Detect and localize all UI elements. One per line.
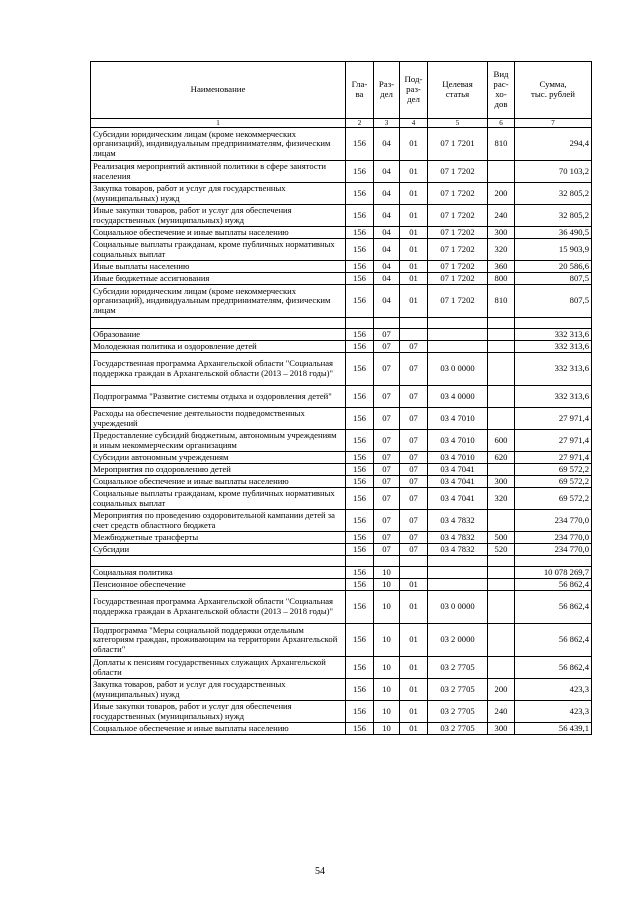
row-name: Закупка товаров, работ и услуг для государственных (муниципальных) нужд — [91, 183, 346, 205]
row-razdel: 07 — [374, 408, 400, 430]
row-target-article: 07 1 7202 — [428, 205, 488, 227]
row-expense-type — [488, 329, 515, 341]
row-podrazdel — [400, 329, 428, 341]
row-target-article: 07 1 7202 — [428, 239, 488, 261]
row-target-article: 07 1 7202 — [428, 261, 488, 273]
row-name: Субсидии юридическим лицам (кроме некоммерческих организаций), индивидуальным предпринимателям, физическим лицам — [91, 128, 346, 161]
row-expense-type: 200 — [488, 679, 515, 701]
row-podrazdel: 01 — [400, 273, 428, 285]
row-target-article — [428, 567, 488, 579]
row-razdel: 04 — [374, 285, 400, 318]
row-expense-type — [488, 386, 515, 408]
table-row — [91, 227, 592, 239]
row-podrazdel: 01 — [400, 205, 428, 227]
table-row — [91, 183, 592, 205]
row-name: Межбюджетные трансферты — [91, 532, 346, 544]
row-razdel: 04 — [374, 239, 400, 261]
table-row — [91, 723, 592, 735]
row-razdel: 10 — [374, 657, 400, 679]
row-sum: 27 971,4 — [515, 452, 592, 464]
row-name: Социальное обеспечение и иные выплаты населению — [91, 476, 346, 488]
row-razdel: 07 — [374, 464, 400, 476]
column-number: 1 — [91, 119, 346, 128]
row-sum: 807,5 — [515, 273, 592, 285]
row-podrazdel: 01 — [400, 227, 428, 239]
row-glava: 156 — [346, 476, 374, 488]
row-name: Доплаты к пенсиям государственных служащих Архангельской области — [91, 657, 346, 679]
row-expense-type: 240 — [488, 701, 515, 723]
row-target-article — [428, 579, 488, 591]
row-podrazdel: 07 — [400, 532, 428, 544]
row-target-article — [428, 341, 488, 353]
row-name: Государственная программа Архангельской области "Социальная поддержка граждан в Архангельской области (2013 – 2018 годы)" — [91, 591, 346, 624]
table-row — [91, 452, 592, 464]
row-sum: 56 439,1 — [515, 723, 592, 735]
row-sum: 332 313,6 — [515, 386, 592, 408]
row-sum: 70 103,2 — [515, 161, 592, 183]
row-name: Иные выплаты населению — [91, 261, 346, 273]
row-razdel: 04 — [374, 273, 400, 285]
row-glava: 156 — [346, 273, 374, 285]
table-row — [91, 476, 592, 488]
row-target-article — [428, 329, 488, 341]
row-name: Мероприятия по проведению оздоровительной кампании детей за счет средств областного бюджета — [91, 510, 346, 532]
row-name: Предоставление субсидий бюджетным, автономным учреждениям и иным некоммерческим организациям — [91, 430, 346, 452]
row-glava: 156 — [346, 567, 374, 579]
row-glava: 156 — [346, 386, 374, 408]
row-razdel — [374, 318, 400, 329]
row-glava: 156 — [346, 341, 374, 353]
row-podrazdel: 07 — [400, 430, 428, 452]
row-podrazdel: 01 — [400, 128, 428, 161]
row-razdel: 07 — [374, 430, 400, 452]
table-row — [91, 544, 592, 556]
row-expense-type — [488, 567, 515, 579]
row-podrazdel: 01 — [400, 723, 428, 735]
row-expense-type — [488, 556, 515, 567]
row-glava: 156 — [346, 408, 374, 430]
row-glava: 156 — [346, 657, 374, 679]
row-target-article — [428, 318, 488, 329]
row-name: Социальные выплаты гражданам, кроме публичных нормативных социальных выплат — [91, 488, 346, 510]
row-sum: 27 971,4 — [515, 408, 592, 430]
row-razdel: 07 — [374, 386, 400, 408]
row-target-article: 07 1 7202 — [428, 161, 488, 183]
row-sum: 27 971,4 — [515, 430, 592, 452]
row-sum: 69 572,2 — [515, 488, 592, 510]
row-name — [91, 556, 346, 567]
row-razdel — [374, 556, 400, 567]
row-expense-type — [488, 353, 515, 386]
row-podrazdel: 01 — [400, 285, 428, 318]
row-glava: 156 — [346, 285, 374, 318]
column-number: 6 — [488, 119, 515, 128]
row-sum: 332 313,6 — [515, 353, 592, 386]
header-target-article: Целевая статья — [428, 62, 488, 119]
row-target-article: 03 4 7832 — [428, 544, 488, 556]
row-target-article: 03 4 7041 — [428, 476, 488, 488]
row-glava: 156 — [346, 128, 374, 161]
row-name: Субсидии юридическим лицам (кроме некоммерческих организаций), индивидуальным предпринимателям, физическим лицам — [91, 285, 346, 318]
row-razdel: 07 — [374, 353, 400, 386]
row-podrazdel: 07 — [400, 452, 428, 464]
header-glava: Гла- ва — [346, 62, 374, 119]
header-podrazdel: Под- раз- дел — [400, 62, 428, 119]
row-glava: 156 — [346, 723, 374, 735]
row-name: Образование — [91, 329, 346, 341]
row-sum: 56 862,4 — [515, 579, 592, 591]
table-row — [91, 701, 592, 723]
table-row — [91, 624, 592, 657]
row-target-article: 07 1 7202 — [428, 273, 488, 285]
row-razdel: 07 — [374, 452, 400, 464]
row-name: Расходы на обеспечение деятельности подведомственных учреждений — [91, 408, 346, 430]
row-target-article: 03 0 0000 — [428, 591, 488, 624]
row-target-article: 07 1 7202 — [428, 285, 488, 318]
row-expense-type — [488, 408, 515, 430]
row-podrazdel: 07 — [400, 341, 428, 353]
row-sum: 10 078 269,7 — [515, 567, 592, 579]
table-row — [91, 239, 592, 261]
row-glava: 156 — [346, 430, 374, 452]
row-glava: 156 — [346, 679, 374, 701]
row-target-article: 03 2 0000 — [428, 624, 488, 657]
row-expense-type: 500 — [488, 532, 515, 544]
table-row — [91, 464, 592, 476]
row-expense-type — [488, 161, 515, 183]
row-podrazdel: 01 — [400, 161, 428, 183]
row-glava: 156 — [346, 329, 374, 341]
row-podrazdel: 01 — [400, 261, 428, 273]
row-glava: 156 — [346, 488, 374, 510]
row-target-article: 03 2 7705 — [428, 679, 488, 701]
row-glava: 156 — [346, 205, 374, 227]
row-sum — [515, 318, 592, 329]
row-razdel: 04 — [374, 128, 400, 161]
row-podrazdel: 01 — [400, 579, 428, 591]
row-name: Подпрограмма "Меры социальной поддержки отдельным категориям граждан, проживающим на территории Архангельской области" — [91, 624, 346, 657]
row-sum — [515, 556, 592, 567]
row-name: Социальное обеспечение и иные выплаты населению — [91, 227, 346, 239]
table-row — [91, 488, 592, 510]
row-podrazdel: 01 — [400, 624, 428, 657]
table-row — [91, 128, 592, 161]
row-expense-type: 300 — [488, 723, 515, 735]
row-name: Мероприятия по оздоровлению детей — [91, 464, 346, 476]
row-name: Молодежная политика и оздоровление детей — [91, 341, 346, 353]
row-target-article: 03 0 0000 — [428, 353, 488, 386]
row-target-article: 07 1 7202 — [428, 227, 488, 239]
header-expense-type: Вид рас- хо- дов — [488, 62, 515, 119]
row-name — [91, 318, 346, 329]
row-sum: 69 572,2 — [515, 464, 592, 476]
table-row — [91, 205, 592, 227]
header-razdel: Раз- дел — [374, 62, 400, 119]
table-row — [91, 329, 592, 341]
row-sum: 423,3 — [515, 701, 592, 723]
table-row — [91, 408, 592, 430]
header-row — [91, 62, 592, 119]
row-target-article: 07 1 7201 — [428, 128, 488, 161]
table-row — [91, 591, 592, 624]
row-podrazdel: 07 — [400, 408, 428, 430]
table-row — [91, 679, 592, 701]
row-glava: 156 — [346, 239, 374, 261]
row-name: Закупка товаров, работ и услуг для государственных (муниципальных) нужд — [91, 679, 346, 701]
row-name: Пенсионное обеспечение — [91, 579, 346, 591]
row-sum: 423,3 — [515, 679, 592, 701]
row-target-article: 03 4 7010 — [428, 452, 488, 464]
row-expense-type: 810 — [488, 285, 515, 318]
row-podrazdel — [400, 556, 428, 567]
row-razdel: 07 — [374, 544, 400, 556]
row-target-article: 03 4 0000 — [428, 386, 488, 408]
row-razdel: 10 — [374, 624, 400, 657]
row-razdel: 10 — [374, 579, 400, 591]
table-row — [91, 285, 592, 318]
row-target-article: 03 4 7010 — [428, 408, 488, 430]
row-sum: 56 862,4 — [515, 624, 592, 657]
row-glava: 156 — [346, 183, 374, 205]
row-podrazdel: 07 — [400, 476, 428, 488]
table-row — [91, 532, 592, 544]
row-glava: 156 — [346, 591, 374, 624]
row-glava: 156 — [346, 353, 374, 386]
row-podrazdel: 01 — [400, 657, 428, 679]
row-podrazdel: 01 — [400, 591, 428, 624]
row-podrazdel: 07 — [400, 544, 428, 556]
row-podrazdel: 07 — [400, 386, 428, 408]
table-row — [91, 579, 592, 591]
row-target-article: 03 2 7705 — [428, 701, 488, 723]
row-name: Иные закупки товаров, работ и услуг для обеспечения государственных (муниципальных) нужд — [91, 701, 346, 723]
row-expense-type: 520 — [488, 544, 515, 556]
row-target-article: 03 2 7705 — [428, 657, 488, 679]
row-name: Субсидии автономным учреждениям — [91, 452, 346, 464]
row-expense-type: 800 — [488, 273, 515, 285]
row-glava — [346, 318, 374, 329]
row-name: Государственная программа Архангельской области "Социальная поддержка граждан в Архангельской области (2013 – 2018 годы)" — [91, 353, 346, 386]
row-expense-type — [488, 624, 515, 657]
table-row — [91, 341, 592, 353]
table-body — [91, 128, 592, 735]
row-podrazdel — [400, 567, 428, 579]
page-number: 54 — [315, 866, 325, 877]
column-number: 3 — [374, 119, 400, 128]
row-razdel: 04 — [374, 161, 400, 183]
table-row — [91, 430, 592, 452]
row-expense-type: 810 — [488, 128, 515, 161]
row-glava: 156 — [346, 464, 374, 476]
row-sum: 234 770,0 — [515, 510, 592, 532]
row-sum: 56 862,4 — [515, 591, 592, 624]
row-sum: 36 490,5 — [515, 227, 592, 239]
row-sum: 234 770,0 — [515, 544, 592, 556]
row-name: Реализация мероприятий активной политики в сфере занятости населения — [91, 161, 346, 183]
row-glava: 156 — [346, 532, 374, 544]
table-row — [91, 386, 592, 408]
row-razdel: 07 — [374, 341, 400, 353]
header-sum: Сумма, тыс. рублей — [515, 62, 592, 119]
row-glava: 156 — [346, 510, 374, 532]
table-row — [91, 567, 592, 579]
column-number: 2 — [346, 119, 374, 128]
row-razdel: 07 — [374, 488, 400, 510]
row-expense-type — [488, 579, 515, 591]
row-name: Социальная политика — [91, 567, 346, 579]
row-target-article: 03 4 7041 — [428, 488, 488, 510]
row-razdel: 10 — [374, 723, 400, 735]
row-expense-type: 300 — [488, 476, 515, 488]
row-razdel: 04 — [374, 261, 400, 273]
row-name: Социальные выплаты гражданам, кроме публичных нормативных социальных выплат — [91, 239, 346, 261]
row-name: Иные закупки товаров, работ и услуг для обеспечения государственных (муниципальных) нужд — [91, 205, 346, 227]
row-glava: 156 — [346, 452, 374, 464]
row-sum: 332 313,6 — [515, 329, 592, 341]
row-podrazdel: 01 — [400, 183, 428, 205]
row-podrazdel: 01 — [400, 679, 428, 701]
table-row — [91, 261, 592, 273]
row-target-article: 03 2 7705 — [428, 723, 488, 735]
row-glava: 156 — [346, 261, 374, 273]
row-target-article: 03 4 7010 — [428, 430, 488, 452]
row-podrazdel — [400, 318, 428, 329]
row-podrazdel: 07 — [400, 488, 428, 510]
budget-table — [90, 61, 592, 735]
row-glava: 156 — [346, 161, 374, 183]
column-number: 4 — [400, 119, 428, 128]
row-name: Социальное обеспечение и иные выплаты населению — [91, 723, 346, 735]
row-expense-type — [488, 657, 515, 679]
row-sum: 332 313,6 — [515, 341, 592, 353]
row-glava — [346, 556, 374, 567]
spacer-row — [91, 556, 592, 567]
row-expense-type — [488, 591, 515, 624]
table-row — [91, 353, 592, 386]
row-razdel: 10 — [374, 591, 400, 624]
table-row — [91, 161, 592, 183]
spacer-row — [91, 318, 592, 329]
row-glava: 156 — [346, 227, 374, 239]
row-expense-type: 320 — [488, 488, 515, 510]
row-expense-type — [488, 510, 515, 532]
header-name: Наименование — [91, 62, 346, 119]
row-glava: 156 — [346, 544, 374, 556]
row-target-article: 07 1 7202 — [428, 183, 488, 205]
column-number: 7 — [515, 119, 592, 128]
table-row — [91, 510, 592, 532]
row-razdel: 10 — [374, 679, 400, 701]
row-expense-type — [488, 464, 515, 476]
row-sum: 15 903,9 — [515, 239, 592, 261]
row-sum: 56 862,4 — [515, 657, 592, 679]
row-razdel: 07 — [374, 476, 400, 488]
table-row — [91, 273, 592, 285]
row-podrazdel: 07 — [400, 353, 428, 386]
row-glava: 156 — [346, 701, 374, 723]
column-numbers-row — [91, 119, 592, 128]
row-name: Субсидии — [91, 544, 346, 556]
row-sum: 294,4 — [515, 128, 592, 161]
row-sum: 234 770,0 — [515, 532, 592, 544]
row-podrazdel: 07 — [400, 510, 428, 532]
row-expense-type: 600 — [488, 430, 515, 452]
row-razdel: 04 — [374, 183, 400, 205]
row-target-article: 03 4 7832 — [428, 510, 488, 532]
row-expense-type — [488, 318, 515, 329]
row-expense-type — [488, 341, 515, 353]
row-expense-type: 200 — [488, 183, 515, 205]
table-row — [91, 657, 592, 679]
row-podrazdel: 01 — [400, 239, 428, 261]
row-glava: 156 — [346, 579, 374, 591]
row-expense-type: 240 — [488, 205, 515, 227]
row-razdel: 10 — [374, 567, 400, 579]
row-expense-type: 620 — [488, 452, 515, 464]
row-target-article: 03 4 7832 — [428, 532, 488, 544]
row-razdel: 04 — [374, 205, 400, 227]
row-podrazdel: 01 — [400, 701, 428, 723]
row-name: Подпрограмма "Развитие системы отдыха и оздоровления детей" — [91, 386, 346, 408]
row-expense-type: 300 — [488, 227, 515, 239]
row-glava: 156 — [346, 624, 374, 657]
row-razdel: 04 — [374, 227, 400, 239]
row-target-article: 03 4 7041 — [428, 464, 488, 476]
row-name: Иные бюджетные ассигнования — [91, 273, 346, 285]
row-target-article — [428, 556, 488, 567]
row-sum: 69 572,2 — [515, 476, 592, 488]
row-razdel: 07 — [374, 510, 400, 532]
row-razdel: 07 — [374, 329, 400, 341]
row-expense-type: 360 — [488, 261, 515, 273]
row-expense-type: 320 — [488, 239, 515, 261]
row-sum: 32 805,2 — [515, 205, 592, 227]
row-razdel: 10 — [374, 701, 400, 723]
row-sum: 32 805,2 — [515, 183, 592, 205]
row-razdel: 07 — [374, 532, 400, 544]
column-number: 5 — [428, 119, 488, 128]
row-sum: 807,5 — [515, 285, 592, 318]
row-sum: 20 586,6 — [515, 261, 592, 273]
row-podrazdel: 07 — [400, 464, 428, 476]
